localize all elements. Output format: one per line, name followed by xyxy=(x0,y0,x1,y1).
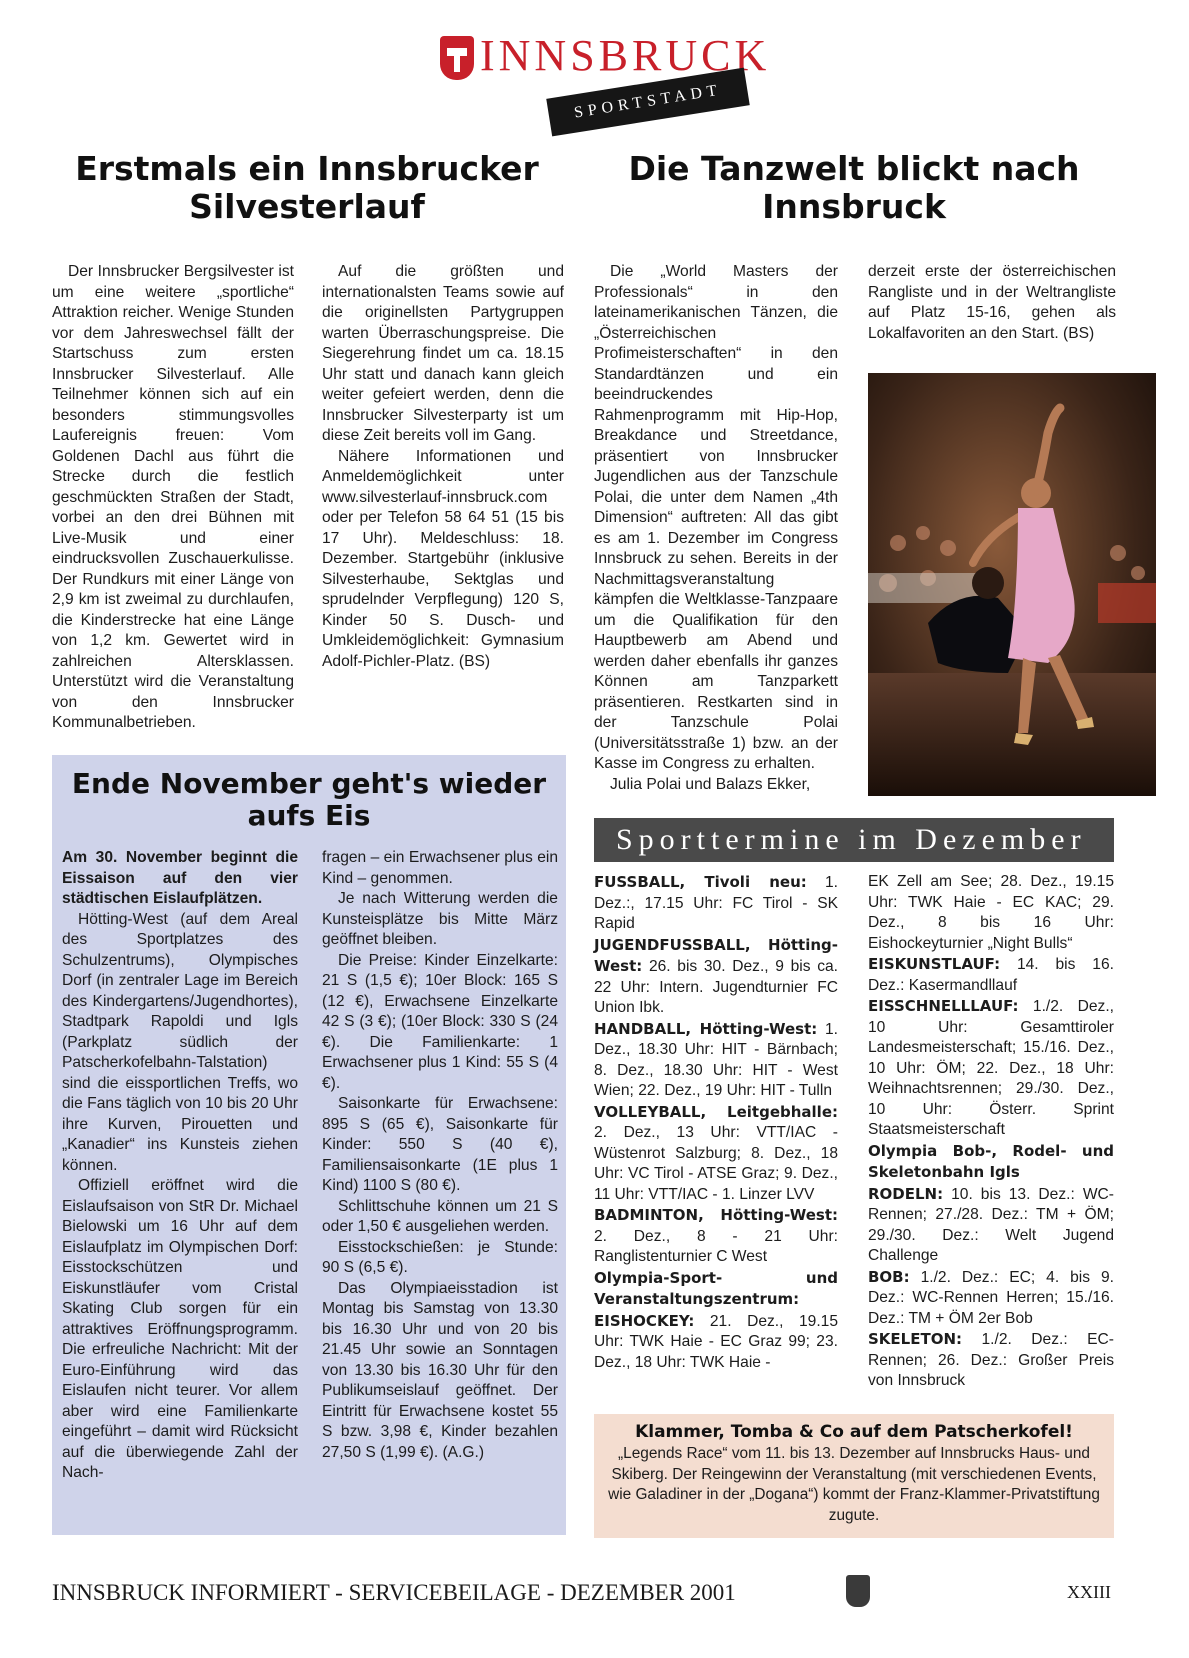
schedule-text: 1. Dez.:, 17.15 Uhr: FC Tirol - SK Rapid xyxy=(594,874,838,932)
schedule-text: 26. bis 30. Dez., 9 bis ca. 22 Uhr: Intern. Jugendturnier FC Union Ibk. xyxy=(594,958,838,1016)
paragraph: Schlittschuhe können um 21 S oder 1,50 € ausgeliehen werden. xyxy=(322,1197,558,1235)
schedule-entry xyxy=(594,1311,838,1374)
schedule-label: SKELETON: xyxy=(868,1330,963,1348)
schedule-text: 1./2. Dez.: EC; 4. bis 9. Dez.: WC-Rennen Herren; 15./16. Dez.: TM + ÖM 2er Bob xyxy=(868,1268,1114,1327)
schedule-entry xyxy=(594,1205,838,1268)
schedule-label: EISKUNSTLAUF: xyxy=(868,955,1001,973)
schedule-text: 1./2. Dez., 10 Uhr: Gesamttiroler Landesmeisterschaft; 15./16. Dez., 10 Uhr: ÖM; 22. Dez., 18 Uhr: Weihnachtsrennen; 29./30. Dez., 10 Uhr: Österr. Sprint Staatsmeisterschaft xyxy=(868,998,1114,1138)
paragraph: fragen – ein Erwachsener plus ein Kind – genommen. xyxy=(322,849,558,887)
eissaison-headline: Ende November geht's wieder aufs Eis xyxy=(71,767,547,833)
page-number: XXIII xyxy=(1067,1582,1111,1602)
schedule-entry xyxy=(868,1329,1114,1392)
schedule-label: EISSCHNELLLAUF: xyxy=(868,997,1019,1015)
tanzwelt-headline: Die Tanzwelt blickt nach Innsbruck xyxy=(628,149,1080,227)
paragraph: Offiziell eröffnet wird die Eislaufsaison von StR Dr. Michael Bielowski um 16 Uhr auf dem Eislaufplatz im Olympischen Dorf: Eisstockschützen und Eiskunstläufer vom Cristal Skating Club sorgen für ein attraktives Eröffnungsprogramm. Die erfreuliche Nachricht: Mit der Euro-Einführung wird das Eislaufen nicht teurer. Vor allem aber wird eine Familienkarte eingeführt – damit wird Rücksicht auf die überwiegende Zahl der Nach- xyxy=(62,1177,298,1481)
sporttermine-title: Sporttermine im Dezember xyxy=(594,818,1114,862)
paragraph: Die „World Masters der Professionals“ in den lateinamerikanischen Tänzen, die „Österreichischen Profimeisterschaften“ in den Standardtänzen und ein beeindruckendes Rahmenprogramm mit Hip-Hop, Breakdance und Streetdance, präsentiert von Innsbrucker Jugendlichen aus der Tanzschule Polai, die unter dem Namen „4th Dimension“ auftreten: All das gibt es am 1. Dezember im Congress Innsbruck zu sehen. Bereits in der Nachmittagsveranstaltung kämpfen die Weltklasse-Tanzpaare um die Qualifikation für den Hauptbewerb am Abend und werden daher ebenfalls ihr ganzes Können am Tanzparkett präsentieren. Restkarten sind in der Tanzschule Polai (Universitätsstraße 1) bzw. an der Kasse im Congress zu erhalten. xyxy=(594,263,838,772)
paragraph: Saisonkarte für Erwachsene: 895 S (65 €), Saisonkarte für Kinder: 550 S (40 €), Familiensaisonkarte (1E plus 1 Kind) 1100 S (80 €). xyxy=(322,1095,558,1194)
paragraph: Je nach Witterung werden die Kunsteisplätze bis Mitte März geöffnet bleiben. xyxy=(322,890,558,948)
schedule-entry xyxy=(868,954,1114,996)
paragraph: Nähere Informationen und Anmeldemöglichkeit unter www.silvesterlauf-innsbruck.com oder per Telefon 58 64 51 (15 bis 17 Uhr). Meldeschluss: 18. Dezember. Startgebühr (inklusive Silvesterhaube, Sektglas und sprudelnder Verpflegung) 120 S, Kinder 50 S. Dusch- und Umkleidemöglichkeit: Gymnasium Adolf-Pichler-Platz. (BS) xyxy=(322,447,564,670)
schedule-text: 14. bis 16. Dez.: Kasermandllauf xyxy=(868,956,1114,994)
schedule-label: BADMINTON, Hötting-West: xyxy=(594,1206,838,1224)
paragraph: Auf die größten und internationalsten Teams sowie auf die originellsten Partygruppen warten Überraschungspreise. Die Siegerehrung findet um ca. 18.15 Uhr statt und danach kann gleich weiter gefeiert werden, denn die Innsbrucker Silvesterparty ist um diese Zeit bereits voll im Gang. xyxy=(322,263,564,444)
crest-icon xyxy=(846,1575,870,1607)
schedule-label: BOB: xyxy=(868,1267,910,1286)
schedule-entry xyxy=(868,1267,1114,1330)
schedule-entry xyxy=(594,935,838,1019)
schedule-text: EK Zell am See; 28. Dez., 19.15 Uhr: TWK Haie - EC KAC; 29. Dez., 8 bis 16 Uhr: Eishockeyturnier „Night Bulls“ xyxy=(868,873,1114,952)
paragraph: Hötting-West (auf dem Areal des Sportplatzes des Schulzentrums), Olympisches Dorf (in zentraler Lage im Bereich des Kindergartens/Jugendhortes), Stadtpark Rapoldi und Igls (Parkplatz südlich der Patscherkofelbahn-Talstation) sind die eissportlichen Treffs, wo die Fans täglich von 10 bis 20 Uhr ihre Kurven, Pirouetten und „Kanadier“ ins Kunsteis ziehen können. xyxy=(62,910,298,1174)
logo-tagline: SPORTSTADT xyxy=(546,68,749,137)
eissaison-col2 xyxy=(322,848,558,1463)
schedule-entry xyxy=(868,1141,1114,1184)
schedule-entry xyxy=(594,1019,838,1102)
dance-photo xyxy=(868,373,1156,796)
schedule-label: Olympia-Sport- und Veranstaltungszentrum: xyxy=(594,1268,838,1308)
schedule-text: 1. Dez., 18.30 Uhr: HIT - Bärnbach; 8. Dez., 18.30 Uhr: HIT - West Wien; 22. Dez., 19 Uhr: HIT - Tulln xyxy=(594,1020,838,1099)
schedule-text: 2. Dez., 13 Uhr: VTT/IAC - Wüstenrot Salzburg; 8. Dez., 18 Uhr: VC Tirol - ATSE Graz; 9. Dez., 11 Uhr: VTT/IAC - 1. Linzer LVV xyxy=(594,1124,838,1203)
schedule-label: VOLLEYBALL, Leitgebhalle: xyxy=(594,1102,838,1121)
logo-wordmark: INNSBRUCK xyxy=(480,31,771,80)
paragraph: Das Olympiaeisstadion ist Montag bis Samstag von 13.30 bis 16.30 Uhr und von 20 bis 21.45 Uhr sowie an Sonntagen von 13.30 bis 16.30 Uhr für den Publikumseislauf geöffnet. Der Eintritt für Erwachsene kostet 55 S bzw. 3,98 €, Kinder bezahlen 27,50 S (1,99 €). (A.G.) xyxy=(322,1279,558,1461)
schedule-text: 10. bis 13. Dez.: WC-Rennen; 27./28. Dez.: TM + ÖM; 29./30. Dez.: Welt Jugend Challenge xyxy=(868,1185,1114,1264)
paragraph: Julia Polai und Balazs Ekker, xyxy=(610,775,811,793)
city-crest-icon xyxy=(440,36,474,80)
schedule-text: 21. Dez., 19.15 Uhr: TWK Haie - EC Graz 99; 23. Dez., 18 Uhr: TWK Haie - xyxy=(594,1312,838,1371)
schedule-label: FUSSBALL, Tivoli neu: xyxy=(594,873,807,891)
schedule-label: HANDBALL, Hötting-West: xyxy=(594,1019,818,1038)
schedule-text: 1./2. Dez.: EC-Rennen; 26. Dez.: Großer Preis von Innsbruck xyxy=(868,1331,1114,1389)
paragraph: derzeit erste der österreichischen Rangliste und in der Weltrangliste auf Platz 15-16, gehen als Lokalfavoriten an den Start. (BS) xyxy=(868,263,1116,342)
silvesterlauf-col1 xyxy=(52,262,294,734)
tanzwelt-col1 xyxy=(594,262,838,795)
legends-race-text: „Legends Race“ vom 11. bis 13. Dezember auf Innsbrucks Haus- und Skiberg. Der Reingewinn der Veranstaltung (mit verschiedenen Events, wie Galadiner in der „Dogana“) kommt der Franz-Klammer-Privatstiftung zugute. xyxy=(608,1445,1100,1524)
schedule-label: Olympia Bob-, Rodel- und Skeletonbahn Igls xyxy=(868,1141,1114,1181)
sporttermine-col1 xyxy=(594,872,838,1373)
silvesterlauf-col2 xyxy=(322,262,564,672)
sporttermine-col2 xyxy=(868,872,1114,1392)
schedule-entry xyxy=(868,996,1114,1141)
innsbruck-sportstadt-logo xyxy=(440,28,771,122)
schedule-label: EISHOCKEY: xyxy=(594,1311,695,1330)
schedule-text: 2. Dez., 8 - 21 Uhr: Ranglistenturnier C West xyxy=(594,1227,838,1265)
eissaison-col1 xyxy=(62,848,298,1484)
eissaison-lead: Am 30. November beginnt die Eissaison auf den vier städtischen Eislaufplätzen. xyxy=(62,849,298,907)
schedule-entry xyxy=(868,872,1114,954)
silvesterlauf-headline: Erstmals ein Innsbrucker Silvesterlauf xyxy=(75,149,539,227)
tanzwelt-col2 xyxy=(868,262,1116,344)
schedule-entry xyxy=(594,872,838,935)
schedule-entry xyxy=(594,1102,838,1206)
schedule-label: RODELN: xyxy=(868,1184,944,1203)
schedule-entry xyxy=(594,1268,838,1311)
paragraph: Die Preise: Kinder Einzelkarte: 21 S (1,5 €); 10er Block: 165 S (12 €), Erwachsene Einzelkarte 42 S (3 €); (10er Block: 330 S (24 €). Die Familienkarte: 1 Erwachsener plus 1 Kind: 55 S (4 €). xyxy=(322,951,558,1092)
paragraph: Eisstockschießen: je Stunde: 90 S (6,5 €). xyxy=(322,1238,558,1276)
legends-race-title: Klammer, Tomba & Co auf dem Patscherkofel! xyxy=(635,1422,1073,1442)
paragraph: Der Innsbrucker Bergsilvester ist um eine weitere „sportliche“ Attraktion reicher. Wenige Stunden vor dem Jahreswechsel fällt der Startschuss zum ersten Innsbrucker Silvesterlauf. Alle Teilnehmer können sich auf ein besonders stimmungsvolles Laufereignis freuen: Vom Goldenen Dachl aus führt die Strecke durch die festlich geschmückten Straßen der Stadt, vorbei an den drei Bühnen mit Live-Musik und einer eindrucksvollen Zuschauerkulisse. Der Rundkurs mit einer Länge von 2,9 km ist zweimal zu durchlaufen, die Kinderstrecke hat eine Länge von 1,2 km. Gewertet wird in zahlreichen Altersklassen. Unterstützt wird die Veranstaltung von den Innsbrucker Kommunalbetrieben. xyxy=(52,263,294,731)
footer-publication: INNSBRUCK INFORMIERT - SERVICEBEILAGE - DEZEMBER 2001 xyxy=(52,1580,736,1605)
schedule-entry xyxy=(868,1184,1114,1267)
schedule-label: JUGENDFUSSBALL, Hötting-West: xyxy=(594,935,838,975)
legends-race-box xyxy=(594,1414,1114,1538)
